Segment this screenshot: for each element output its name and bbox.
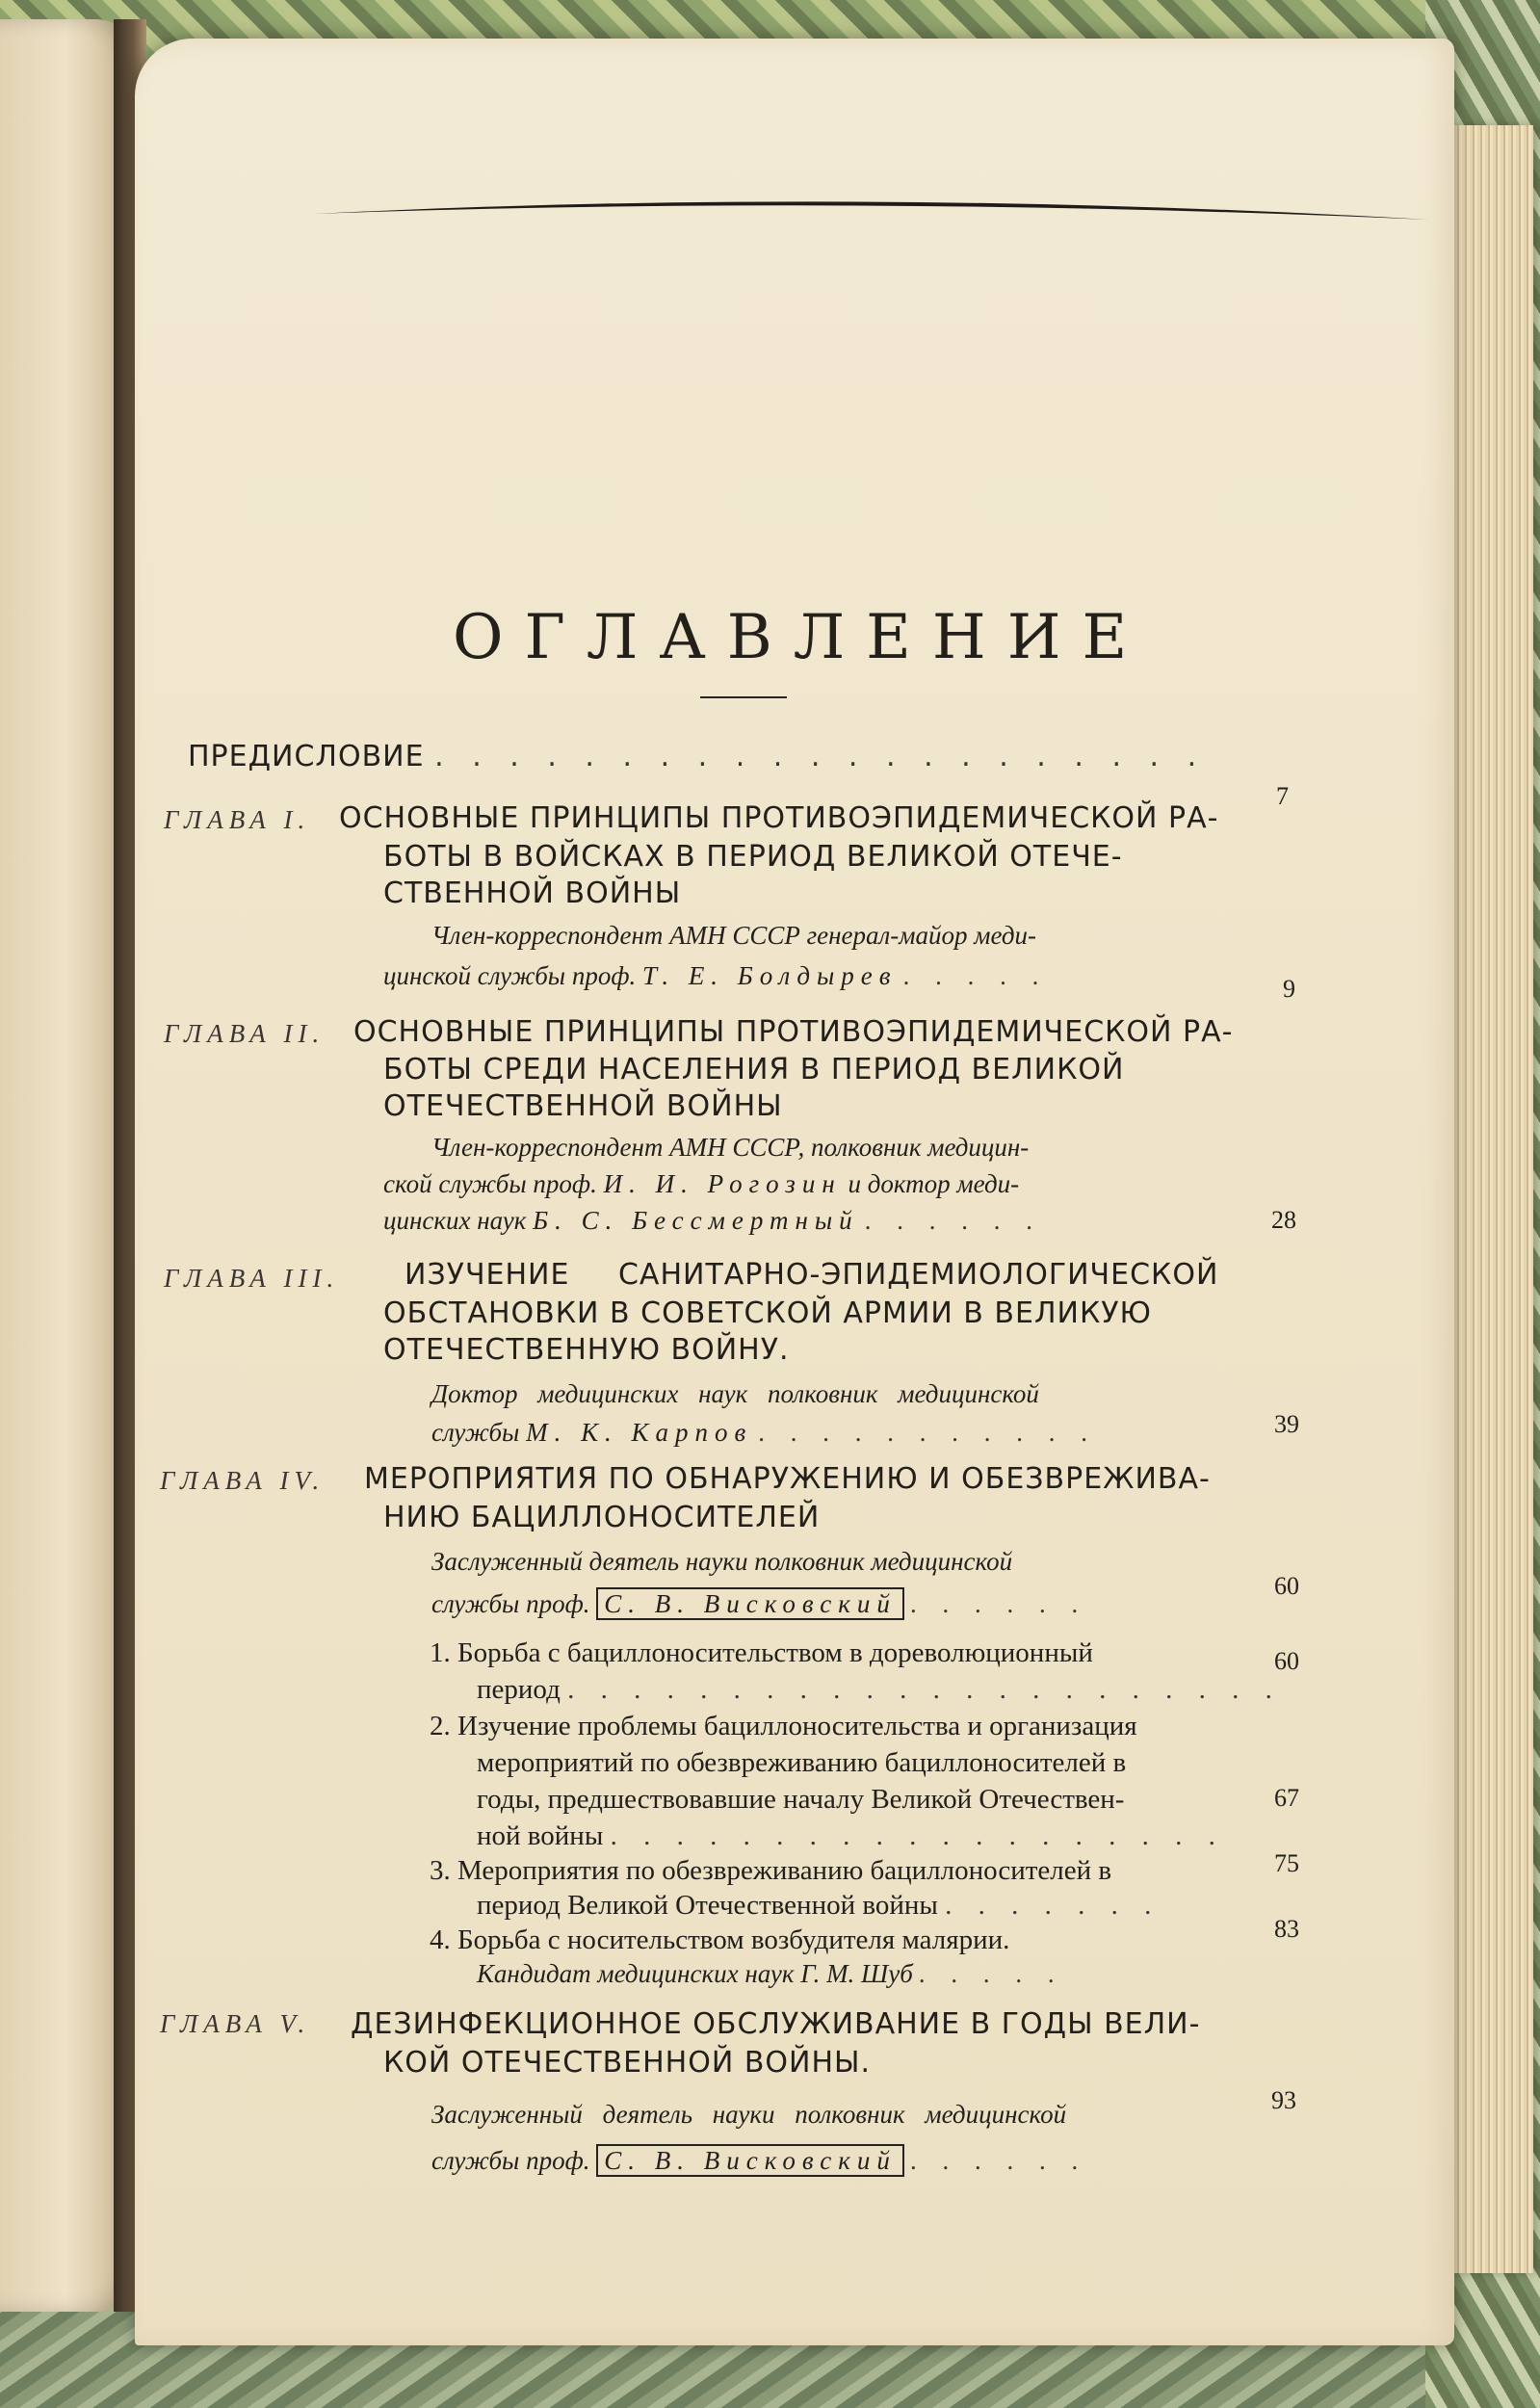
chapter-4-label: ГЛАВА IV. xyxy=(160,1466,326,1495)
author-name: И. И. Рогозин xyxy=(603,1169,842,1198)
page-title: ОГЛАВЛЕНИЕ xyxy=(453,602,1149,673)
chapter-5-title-line: ДЕЗИНФЕКЦИОННОЕ ОБСЛУЖИВАНИЕ В ГОДЫ ВЕЛИ- xyxy=(351,2007,1201,2041)
section-4-1-cont: период . . . . . . . . . . . . . . . . . . . . . . xyxy=(477,1674,1282,1705)
title-underline xyxy=(700,696,787,698)
chapter-3-label: ГЛАВА III. xyxy=(164,1264,340,1293)
section-4-1: 1. Борьба с бациллоносительством в дореволюционный xyxy=(430,1637,1093,1668)
chapter-2-title-line: ОСНОВНЫЕ ПРИНЦИПЫ ПРОТИВОЭПИДЕМИЧЕСКОЙ РА- xyxy=(353,1015,1234,1049)
chapter-3-title-line: ИЗУЧЕНИЕ САНИТАРНО-ЭПИДЕМИОЛОГИЧЕСКОЙ xyxy=(405,1258,1219,1292)
leader-dots: . . . . . . . . . . . . . . . . . . . . . . xyxy=(567,1674,1282,1705)
chapter-5-author-line: Заслуженный деятель науки полковник медицинской xyxy=(431,2100,1067,2129)
section-4-4: 4. Борьба с носительством возбудителя малярии. xyxy=(430,1924,1010,1955)
author-name-boxed: С. В. Висковский xyxy=(596,2144,904,2177)
book-page xyxy=(135,39,1454,2345)
preface-label: ПРЕДИСЛОВИЕ xyxy=(188,740,425,773)
leader-dots: . . . . . xyxy=(903,961,1049,990)
chapter-3-title-line: ОТЕЧЕСТВЕННУЮ ВОЙНУ. xyxy=(383,1333,790,1367)
chapter-3-author-line: Доктор медицинских наук полковник медицинской xyxy=(431,1379,1039,1408)
leader-dots: . . . . . . xyxy=(910,2146,1088,2175)
section-4-3: 3. Мероприятия по обезвреживанию бациллоносителей в xyxy=(430,1855,1112,1886)
chapter-2-author-line: Член-корреспондент АМН СССР, полковник медицин- xyxy=(431,1133,1030,1162)
leader-dots: . . . . . . xyxy=(910,1589,1088,1618)
chapter-1-author-line: цинской службы проф. Т. Е. Болдырев . . . . . xyxy=(383,961,1049,990)
section-4-3-cont: период Великой Отечественной войны . . . . . . . xyxy=(477,1890,1162,1921)
leader-dots: . . . . . . . . . . . . . . . . . . . . . xyxy=(434,740,1207,773)
leader-dots: . . . . . xyxy=(919,1959,1065,1988)
section-4-1-page: 60 xyxy=(1274,1647,1299,1675)
author-name: Б. С. Бессмертный xyxy=(533,1206,859,1235)
chapter-1-page: 9 xyxy=(1283,975,1295,1003)
chapter-5-title-line: КОЙ ОТЕЧЕСТВЕННОЙ ВОЙНЫ. xyxy=(383,2046,872,2080)
author-name: М. К. Карпов xyxy=(526,1418,753,1447)
preface-page: 7 xyxy=(1276,782,1289,810)
chapter-5-label: ГЛАВА V. xyxy=(160,2009,311,2038)
chapter-2-title-line: ОТЕЧЕСТВЕННОЙ ВОЙНЫ xyxy=(383,1089,783,1123)
chapter-1-label: ГЛАВА I. xyxy=(164,805,311,834)
section-4-4-page: 83 xyxy=(1274,1915,1299,1943)
chapter-4-author-line: Заслуженный деятель науки полковник медицинской xyxy=(431,1547,1013,1576)
chapter-4-title-line: НИЮ БАЦИЛЛОНОСИТЕЛЕЙ xyxy=(383,1501,821,1534)
chapter-5-author-line: службы проф. С. В. Висковский . . . . . . xyxy=(431,2146,1088,2175)
section-4-2-cont: годы, предшествовавшие началу Великой Отечествен- xyxy=(477,1784,1125,1815)
chapter-2-author-line: цинских наук Б. С. Бессмертный . . . . . . xyxy=(383,1206,1043,1235)
chapter-3-page: 39 xyxy=(1274,1410,1299,1438)
preface-entry xyxy=(188,740,1206,773)
chapter-3-title-line: ОБСТАНОВКИ В СОВЕТСКОЙ АРМИИ В ВЕЛИКУЮ xyxy=(383,1296,1152,1330)
chapter-5-page: 93 xyxy=(1271,2086,1296,2114)
section-4-2-cont: мероприятий по обезвреживанию бациллоносителей в xyxy=(477,1747,1127,1778)
chapter-2-label: ГЛАВА II. xyxy=(164,1019,326,1048)
chapter-2-author-line: ской службы проф. И. И. Рогозин и доктор меди- xyxy=(383,1169,1020,1198)
leader-dots: . . . . . . . . . . . . . . . . . . . xyxy=(610,1820,1225,1851)
section-4-3-page: 75 xyxy=(1274,1849,1299,1877)
leader-dots: . . . . . . . . . . . xyxy=(758,1418,1098,1447)
page-edges xyxy=(1445,125,1533,2273)
chapter-4-author-line: службы проф. С. В. Висковский . . . . . . xyxy=(431,1589,1088,1618)
chapter-4-page: 60 xyxy=(1274,1572,1299,1600)
chapter-2-title-line: БОТЫ СРЕДИ НАСЕЛЕНИЯ В ПЕРИОД ВЕЛИКОЙ xyxy=(383,1053,1125,1086)
section-4-4-author: Кандидат медицинских наук Г. М. Шуб . . . . . xyxy=(477,1959,1065,1988)
chapter-2-page: 28 xyxy=(1271,1206,1296,1234)
chapter-1-title-line: БОТЫ В ВОЙСКАХ В ПЕРИОД ВЕЛИКОЙ ОТЕЧЕ- xyxy=(383,840,1123,874)
leader-dots: . . . . . . xyxy=(865,1206,1043,1235)
author-name-boxed: С. В. Висковский xyxy=(596,1587,904,1620)
chapter-4-title-line: МЕРОПРИЯТИЯ ПО ОБНАРУЖЕНИЮ И ОБЕЗВРЕЖИВА- xyxy=(364,1462,1211,1496)
section-4-2-cont: ной войны . . . . . . . . . . . . . . . . . . . xyxy=(477,1820,1225,1851)
leader-dots: . . . . . . . xyxy=(945,1890,1162,1921)
chapter-1-title-line: ОСНОВНЫЕ ПРИНЦИПЫ ПРОТИВОЭПИДЕМИЧЕСКОЙ РА- xyxy=(339,801,1219,835)
section-4-2: 2. Изучение проблемы бациллоносительства и организация xyxy=(430,1711,1137,1741)
chapter-1-title-line: СТВЕННОЙ ВОЙНЫ xyxy=(383,877,682,910)
table-of-contents xyxy=(135,39,1454,2345)
chapter-1-author-line: Член-корреспондент АМН СССР генерал-майор меди- xyxy=(431,921,1036,950)
author-name: Т. Е. Болдырев xyxy=(642,961,898,990)
section-4-2-page: 67 xyxy=(1274,1784,1299,1812)
chapter-3-author-line: службы М. К. Карпов . . . . . . . . . . . xyxy=(431,1418,1098,1447)
